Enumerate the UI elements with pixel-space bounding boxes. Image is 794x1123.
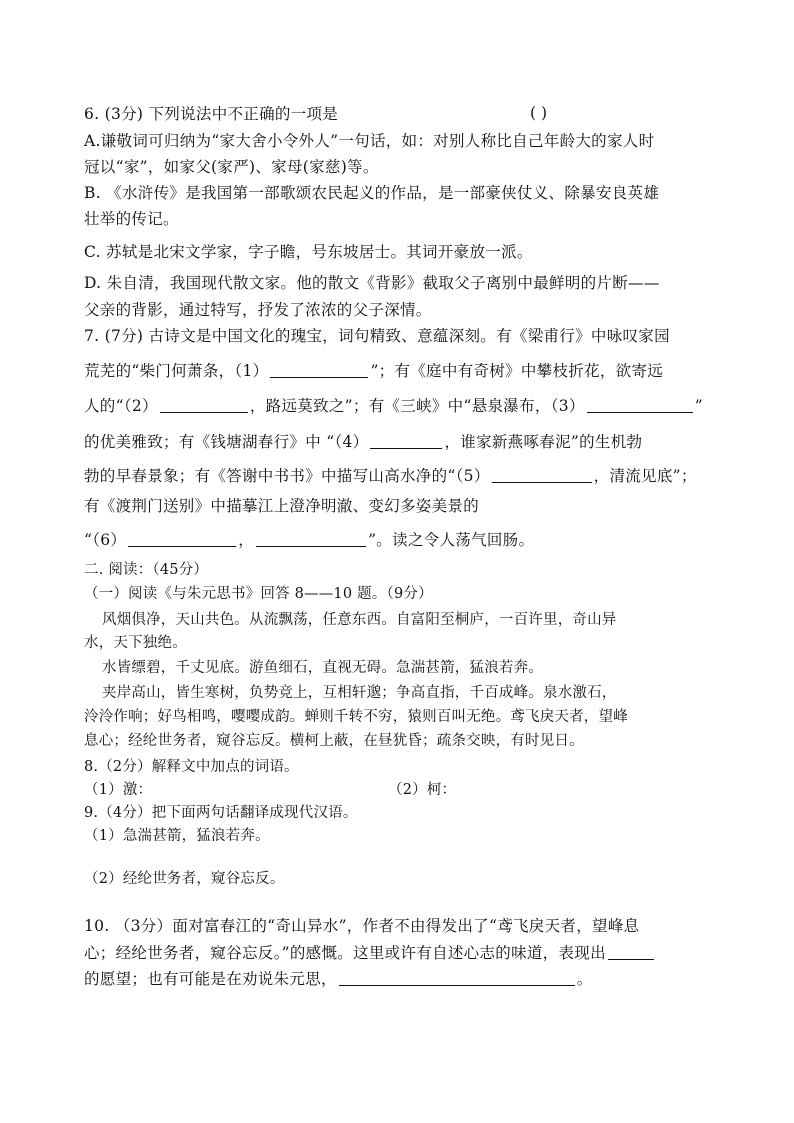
q6-answer-paren: ( ) <box>530 104 548 122</box>
q7-line3-text-b: ，路远莫致之”；有《三峡》中“悬泉瀑布，（3） <box>249 397 585 415</box>
q10-blank-1[interactable] <box>608 944 654 960</box>
q10-line2 <box>84 943 724 963</box>
q10-line3-text-b: 。 <box>576 970 593 988</box>
q7-line4-text-b: ，谁家新燕啄春泥”的生机勃 <box>444 433 643 451</box>
q7-line1: 7. (7分) 古诗文是中国文化的瑰宝，词句精致、意蕴深刻。有《梁甫行》中咏叹家园 <box>84 327 670 345</box>
q7-line3-text-a: 人的“（2） <box>84 397 158 415</box>
q7-line5 <box>84 466 724 486</box>
q9-stem: 9.（4分）把下面两句话翻译成现代汉语。 <box>84 805 358 821</box>
q7-line7-text-a: “（6） <box>84 531 127 549</box>
q6-option-a-line1: A.谦敬词可归纳为“家大舍小令外人”一句话，如：对别人称比自己年龄大的家人时 <box>84 132 655 150</box>
q7-blank-6b[interactable] <box>256 531 366 547</box>
section-2-heading: 二. 阅读：（45分） <box>84 562 209 578</box>
q9-item-1: （1）急湍甚箭，猛浪若奔。 <box>84 828 270 844</box>
q7-blank-3[interactable] <box>587 397 693 413</box>
q7-blank-5[interactable] <box>492 467 592 483</box>
q7-line2-text-a: 荒芜的“柴门何萧条，（1） <box>84 362 269 380</box>
passage-p3-line3: 息心；经纶世务者，窥谷忘反。横柯上蔽，在昼犹昏；疏条交映，有时见日。 <box>84 733 584 749</box>
q7-line5-text-a: 勃的早春景象；有《答谢中书书》中描写山高水净的“（5） <box>84 467 490 485</box>
q7-line2 <box>84 361 724 381</box>
q8-item-2: （2）柯： <box>388 782 457 798</box>
q7-blank-1[interactable] <box>270 362 368 378</box>
passage-p1-line1: 风烟俱净，天山共色。从流飘荡，任意东西。自富阳至桐庐，一百许里，奇山异 <box>102 612 617 628</box>
q7-blank-6a[interactable] <box>128 531 236 547</box>
q7-line4-text-a: 的优美雅致；有《钱塘湖春行》中 “（4） <box>84 433 369 451</box>
q6-option-d-line2: 父亲的背影，通过特写，抒发了浓浓的父子深情。 <box>84 301 432 319</box>
q7-blank-4[interactable] <box>370 433 442 449</box>
passage-p1-line2: 水，天下独绝。 <box>84 635 187 651</box>
q7-line6: 有《渡荆门送别》中描摹江上澄净明澈、变幻多姿美景的 <box>84 497 480 515</box>
q10-line1: 10. （3分）面对富春江的“奇山异水”，作者不由得发出了“鸢飞戾天者，望峰息 <box>84 917 640 935</box>
q7-line3 <box>84 396 724 416</box>
q7-line2-text-b: ”；有《庭中有奇树》中攀枝折花，欲寄远 <box>370 362 664 380</box>
q6-option-d-line1: D. 朱自清，我国现代散文家。他的散文《背影》截取父子离别中最鲜明的片断—— <box>84 274 660 292</box>
q6-option-c: C. 苏轼是北宋文学家，字子瞻，号东坡居士。其词开豪放一派。 <box>84 243 533 261</box>
q6-option-a-line2: 冠以“家”，如家父(家严)、家母(家慈)等。 <box>84 158 379 176</box>
q7-line7-text-b: ， <box>238 531 255 549</box>
q10-blank-2[interactable] <box>339 970 575 986</box>
q10-line3 <box>84 969 724 989</box>
passage-p3-line2: 泠泠作响；好鸟相鸣，嘤嘤成韵。蝉则千转不穷，猿则百叫无绝。鸢飞戾天者，望峰 <box>84 709 628 725</box>
q7-line7-text-c: ”。读之令人荡气回肠。 <box>368 531 535 549</box>
q10-line3-text-a: 的愿望；也有可能是在劝说朱元思， <box>84 970 337 988</box>
q7-line3-text-c: ” <box>694 397 703 415</box>
q7-line5-text-b: ，清流见底”； <box>593 467 697 485</box>
q7-line4 <box>84 432 724 452</box>
q6-option-b-line2: 壮举的传记。 <box>84 210 179 228</box>
q7-blank-2[interactable] <box>160 397 248 413</box>
section-2-sub1: （一）阅读《与朱元思书》回答 8——10 题。（9分） <box>84 586 433 602</box>
q9-item-2: （2）经纶世务者，窥谷忘反。 <box>84 871 285 887</box>
q7-line7 <box>84 530 724 550</box>
passage-p2: 水皆缥碧，千丈见底。游鱼细石，直视无碍。急湍甚箭，猛浪若奔。 <box>102 660 543 676</box>
q8-stem: 8.（2分）解释文中加点的词语。 <box>84 759 299 775</box>
q6-stem: 6. (3分) 下列说法中不正确的一项是 <box>84 105 339 123</box>
q10-line2-text: 心；经纶世务者，窥谷忘反。”的感慨。这里或许有自述心志的味道，表现出 <box>84 944 606 962</box>
q6-option-b-line1: B. 《水浒传》是我国第一部歌颂农民起义的作品，是一部豪侠仗义、除暴安良英雄 <box>84 184 660 202</box>
q8-item-1: （1）激： <box>84 782 153 798</box>
passage-p3-line1: 夹岸高山，皆生寒树，负势竞上，互相轩邈；争高直指，千百成峰。泉水激石， <box>102 685 617 701</box>
